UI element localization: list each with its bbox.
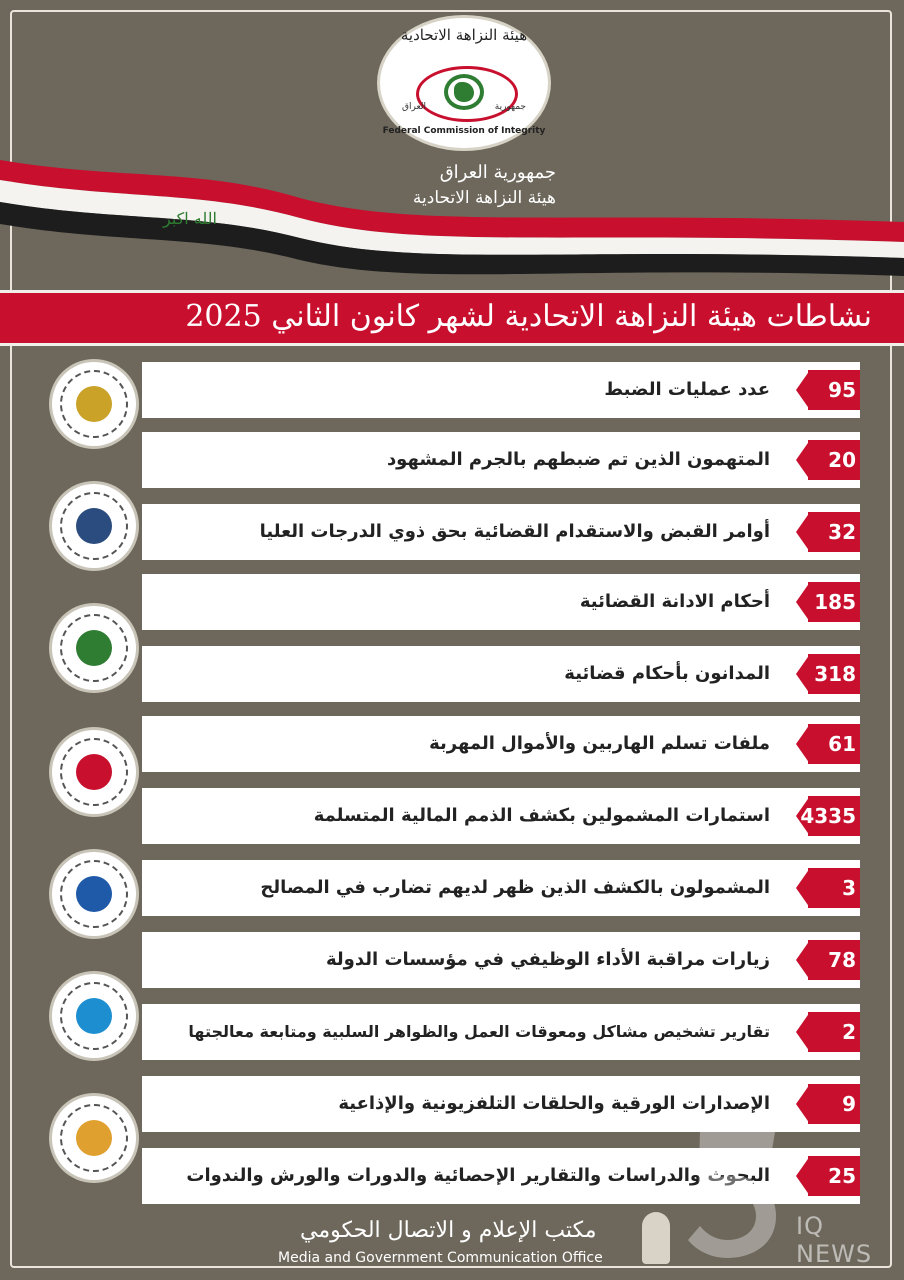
activity-row — [142, 362, 860, 418]
activity-count-badge — [796, 582, 860, 622]
activity-count-badge — [796, 1012, 860, 1052]
activity-count-badge — [796, 370, 860, 410]
activity-count: 318 — [814, 662, 856, 686]
logo-left-label: العراق — [402, 102, 427, 112]
activity-label: الإصدارات الورقية والحلقات التلفزيونية والإذاعية — [338, 1093, 770, 1114]
activity-label: عدد عمليات الضبط — [604, 379, 770, 400]
activity-count-badge — [796, 512, 860, 552]
department-seal-icon — [52, 484, 136, 568]
activity-count: 25 — [828, 1164, 856, 1188]
activity-count: 3 — [842, 876, 856, 900]
activity-count-badge — [796, 1084, 860, 1124]
activity-row — [142, 432, 860, 488]
department-seal-icon — [52, 730, 136, 814]
activity-row — [142, 932, 860, 988]
activity-count-badge — [796, 796, 860, 836]
activity-count: 2 — [842, 1020, 856, 1044]
activity-label: أحكام الادانة القضائية — [579, 591, 770, 612]
header-commission: هيئة النزاهة الاتحادية — [412, 188, 556, 208]
activity-count-badge — [796, 868, 860, 908]
activity-count: 20 — [828, 448, 856, 472]
activity-count: 185 — [814, 590, 856, 614]
iraq-map-icon — [454, 82, 474, 102]
commission-logo — [380, 18, 548, 148]
activity-count-badge — [796, 440, 860, 480]
iraq-flag-ribbon — [0, 150, 904, 290]
department-seal-icon — [52, 974, 136, 1058]
logo-arc-text: هيئة النزاهة الاتحادية — [400, 26, 528, 44]
department-seal-icon — [52, 1096, 136, 1180]
activity-count: 78 — [828, 948, 856, 972]
activity-label: البحوث والدراسات والتقارير الإحصائية والدورات والورش والندوات — [186, 1165, 770, 1186]
activity-row — [142, 504, 860, 560]
activity-count: 32 — [828, 520, 856, 544]
department-seal-icon — [52, 606, 136, 690]
watermark-logo-icon — [680, 1122, 790, 1262]
activity-count-badge — [796, 1156, 860, 1196]
activity-row — [142, 574, 860, 630]
logo-right-label: جمهورية — [494, 102, 526, 112]
activity-count: 61 — [828, 732, 856, 756]
activity-label: المدانون بأحكام قضائية — [564, 663, 770, 684]
title-banner — [0, 290, 904, 346]
activity-label: زيارات مراقبة الأداء الوظيفي في مؤسسات الدولة — [325, 949, 770, 970]
activity-count: 95 — [828, 378, 856, 402]
footer-office-english: Media and Government Communication Office — [278, 1250, 603, 1266]
activity-label: ملفات تسلم الهاربين والأموال المهربة — [429, 733, 770, 754]
header-republic: جمهورية العراق — [439, 162, 556, 183]
department-seal-icon — [52, 362, 136, 446]
activity-label: استمارات المشمولين بكشف الذمم المالية المتسلمة — [313, 805, 770, 826]
activity-label: أوامر القبض والاستقدام القضائية بحق ذوي الدرجات العليا — [259, 521, 770, 542]
logo-english-text: Federal Commission of Integrity — [382, 126, 546, 136]
activity-row — [142, 788, 860, 844]
activity-count: 4335 — [800, 804, 856, 828]
activity-label: المتهمون الذين تم ضبطهم بالجرم المشهود — [386, 449, 770, 470]
activity-count-badge — [796, 940, 860, 980]
footer-office-arabic: مكتب الإعلام و الاتصال الحكومي — [300, 1218, 597, 1243]
watermark-text: IQ NEWS — [796, 1212, 873, 1268]
activity-row — [142, 716, 860, 772]
activity-count-badge — [796, 654, 860, 694]
activity-row — [142, 646, 860, 702]
page-title: نشاطات هيئة النزاهة الاتحادية لشهر كانون الثاني 2025 — [185, 299, 872, 334]
office-logo-icon — [642, 1212, 670, 1264]
activity-label: تقارير تشخيص مشاكل ومعوقات العمل والظواهر السلبية ومتابعة معالجتها — [188, 1022, 770, 1041]
activity-count-badge — [796, 724, 860, 764]
flag-takbir-text: الله اكبر — [163, 209, 217, 228]
activity-count: 9 — [842, 1092, 856, 1116]
activity-row — [142, 860, 860, 916]
department-seal-icon — [52, 852, 136, 936]
activity-label: المشمولون بالكشف الذين ظهر لديهم تضارب في المصالح — [260, 877, 770, 898]
activity-row — [142, 1004, 860, 1060]
